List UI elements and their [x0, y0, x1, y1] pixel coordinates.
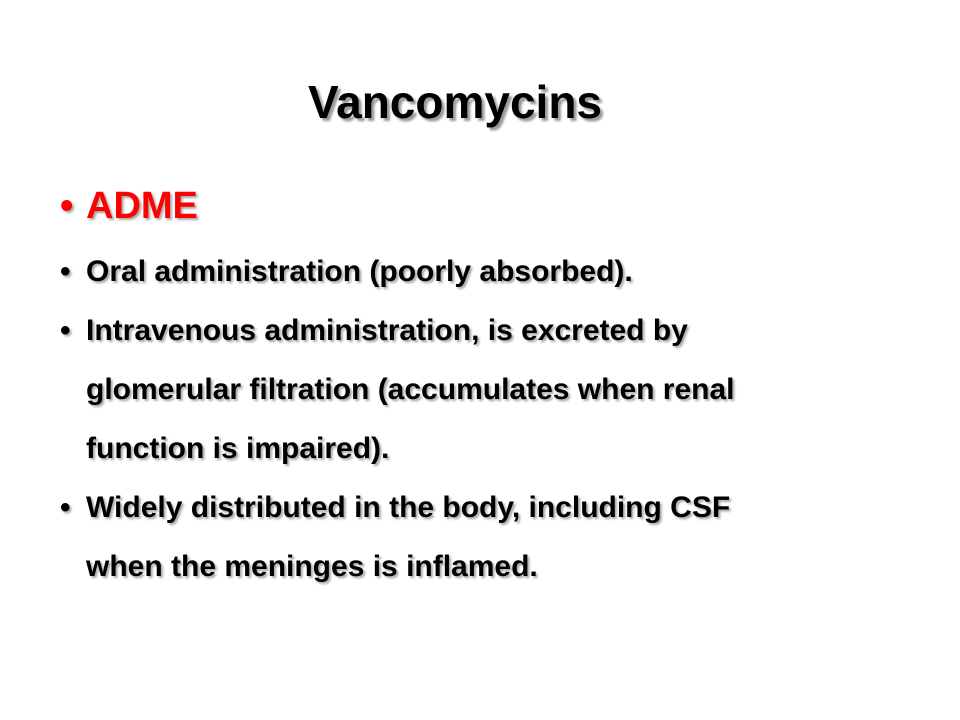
bullet-text: Oral administration (poorly absorbed).: [86, 255, 633, 288]
bullet-dot-icon: •: [60, 314, 71, 347]
bullet-item-intravenous: [60, 301, 920, 478]
bullet-text-line-2: glomerular filtration (accumulates when renal: [86, 373, 735, 406]
bullet-text-line-1: Widely distributed in the body, including CSF: [86, 491, 731, 524]
bullet-item-oral: [60, 242, 920, 301]
bullet-dot-icon: •: [60, 491, 71, 524]
bullet-text-line-1: Intravenous administration, is excreted by: [86, 314, 688, 347]
bullet-dot-icon: •: [60, 185, 74, 227]
bullet-item-adme: [60, 176, 920, 236]
bullet-dot-icon: •: [60, 255, 71, 288]
bullet-text: ADME: [86, 185, 198, 227]
bullet-list: [60, 176, 920, 596]
bullet-text-line-2: when the meninges is inflamed.: [86, 550, 538, 583]
bullet-text-line-3: function is impaired).: [86, 432, 390, 465]
slide-title: Vancomycins: [307, 76, 603, 128]
bullet-item-distribution: [60, 478, 920, 596]
